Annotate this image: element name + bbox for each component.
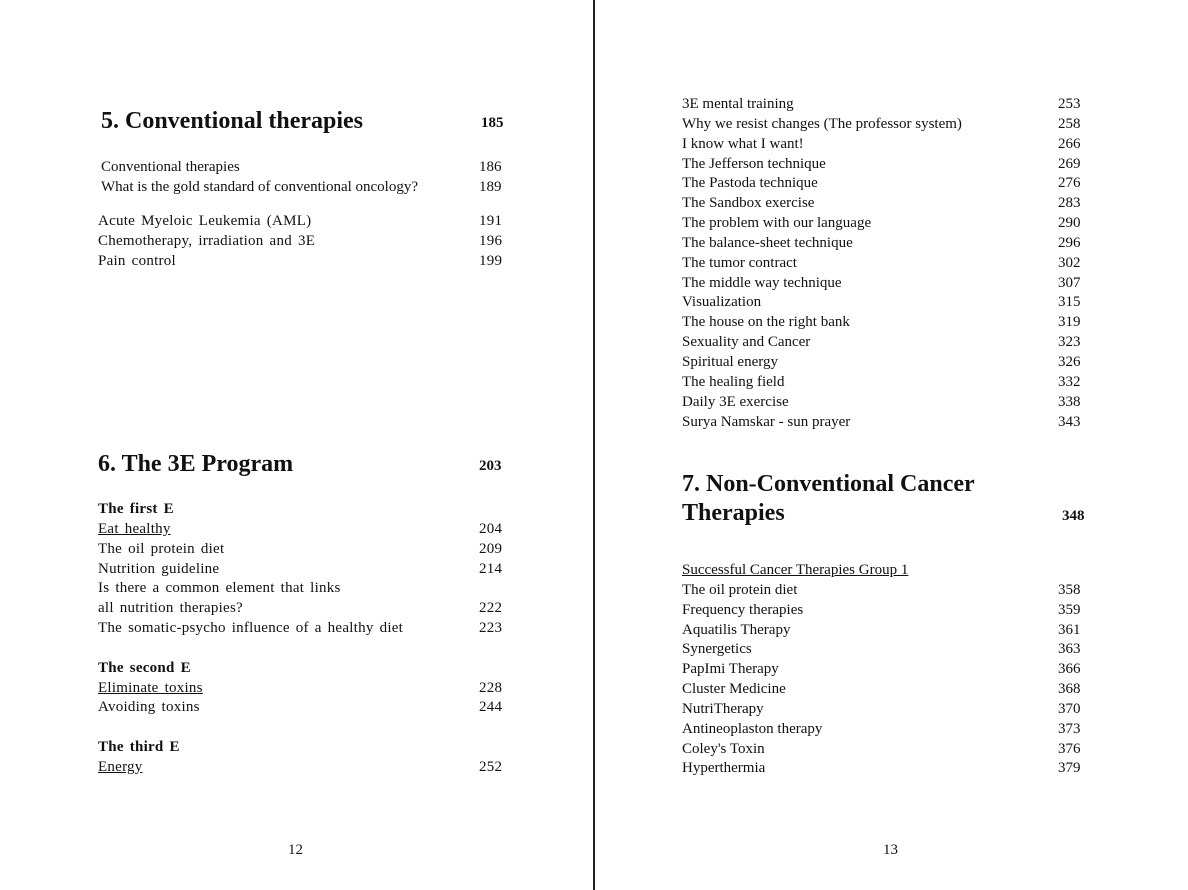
toc-entry-title: I know what I want! — [682, 135, 804, 152]
toc-entry-title: The healing field — [682, 373, 785, 390]
section-label-second-e: The second E — [98, 659, 191, 676]
toc-entry-page: 323 — [1058, 334, 1081, 351]
page-gutter-divider — [593, 0, 595, 890]
toc-entry-page: 338 — [1058, 393, 1081, 410]
toc-entry — [682, 135, 1102, 155]
toc-entry-title: Energy — [98, 758, 143, 775]
toc-entry-page: 196 — [479, 232, 503, 249]
toc-entry-page: 222 — [479, 600, 503, 617]
toc-entry — [98, 212, 508, 232]
toc-entry-page: 189 — [479, 178, 502, 195]
toc-entry — [98, 520, 508, 540]
spacer — [98, 718, 508, 738]
toc-entry-page: 214 — [479, 560, 503, 577]
toc-entry — [682, 333, 1102, 353]
toc-entry-page: 228 — [479, 679, 503, 696]
toc-entry-title: Avoiding toxins — [98, 699, 200, 716]
toc-entry-title: The Jefferson technique — [682, 155, 826, 172]
toc-entry-page: 307 — [1058, 274, 1081, 291]
toc-entry-page: 266 — [1058, 135, 1081, 152]
toc-entry — [98, 540, 508, 560]
toc-entry — [682, 660, 1102, 680]
toc-entry-page: 296 — [1058, 234, 1081, 251]
toc-entry-page: 283 — [1058, 195, 1081, 212]
chapter-5-page: 185 — [481, 115, 504, 131]
toc-entry-title: Aquatilis Therapy — [682, 621, 791, 638]
toc-entry-title: The oil protein diet — [682, 581, 798, 598]
toc-entry — [98, 579, 508, 599]
toc-entry — [682, 234, 1102, 254]
toc-entry — [98, 252, 508, 272]
toc-entry — [682, 601, 1102, 621]
toc-entry — [682, 274, 1102, 294]
toc-entry-page: 373 — [1058, 720, 1081, 737]
toc-entry-page: 359 — [1058, 601, 1081, 618]
toc-entry — [682, 720, 1102, 740]
toc-entry-title: The middle way technique — [682, 274, 842, 291]
toc-entry — [98, 599, 508, 619]
toc-entry — [98, 698, 508, 718]
chapter-5-title: 5. Conventional therapies — [101, 108, 364, 134]
toc-entry — [98, 619, 508, 639]
chapter-5-entries-b — [98, 212, 508, 272]
toc-entry — [682, 740, 1102, 760]
toc-entry-title: The Sandbox exercise — [682, 195, 815, 212]
toc-entry-page: 358 — [1058, 581, 1081, 598]
toc-entry-title: Eliminate toxins — [98, 679, 203, 696]
toc-entry — [682, 759, 1102, 779]
toc-entry-title: The Pastoda technique — [682, 175, 818, 192]
page-number-left: 12 — [288, 842, 303, 858]
toc-entry-page: 368 — [1058, 681, 1081, 698]
toc-entry-title: 3E mental training — [682, 96, 794, 112]
toc-entry-page: 276 — [1058, 175, 1081, 192]
group-label — [682, 561, 1102, 581]
toc-entry-title: NutriTherapy — [682, 700, 764, 717]
toc-entry-page: 379 — [1058, 760, 1081, 777]
toc-entry-title: Is there a common element that links — [98, 580, 341, 597]
toc-entry-title: all nutrition therapies? — [98, 600, 243, 617]
toc-entry-title: The house on the right bank — [682, 314, 850, 331]
toc-entry-title: Frequency therapies — [682, 601, 804, 618]
toc-entry-title: Pain control — [98, 252, 176, 269]
toc-entry — [682, 95, 1102, 115]
toc-entry-page: 361 — [1058, 621, 1081, 638]
toc-entry-title: Spiritual energy — [682, 353, 778, 370]
toc-entry-title: Sexuality and Cancer — [682, 334, 811, 351]
toc-entry — [98, 679, 508, 699]
toc-entry — [101, 158, 511, 178]
toc-entry-title: Daily 3E exercise — [682, 393, 789, 410]
toc-entry-title: Cluster Medicine — [682, 681, 786, 698]
toc-entry-title: Acute Myeloic Leukemia (AML) — [98, 213, 312, 229]
toc-entry — [682, 680, 1102, 700]
toc-entry-title: Nutrition guideline — [98, 560, 220, 577]
chapter-7-page: 348 — [1062, 508, 1085, 524]
toc-entry-page: 191 — [479, 213, 503, 229]
chapter-7-title-line-2: Therapies — [682, 500, 785, 526]
toc-entry-page: 343 — [1058, 413, 1081, 430]
toc-entry — [682, 353, 1102, 373]
toc-entry-page: 319 — [1058, 314, 1081, 331]
toc-entry — [98, 758, 508, 778]
toc-entry-page: 209 — [479, 540, 503, 557]
toc-entry — [682, 621, 1102, 641]
toc-entry — [682, 413, 1102, 433]
toc-entry-title: Conventional therapies — [101, 159, 240, 175]
toc-entry-title: PapImi Therapy — [682, 661, 779, 678]
toc-entry-page: 376 — [1058, 740, 1081, 757]
toc-entry-page: 370 — [1058, 700, 1081, 717]
toc-entry-page: 332 — [1058, 373, 1081, 390]
toc-entry-page: 252 — [479, 758, 503, 775]
toc-entry-page: 204 — [479, 520, 503, 537]
toc-entry — [682, 640, 1102, 660]
toc-entry-page: 302 — [1058, 254, 1081, 271]
toc-entry — [682, 373, 1102, 393]
toc-entry-title: The problem with our language — [682, 215, 872, 232]
toc-entry — [682, 214, 1102, 234]
toc-entry-title: The somatic-psycho influence of a healthy diet — [98, 620, 404, 637]
toc-entry — [682, 115, 1102, 135]
toc-entry-title: Synergetics — [682, 641, 752, 658]
toc-entry — [682, 174, 1102, 194]
toc-entry-page: 258 — [1058, 115, 1081, 132]
toc-entry — [98, 232, 508, 252]
toc-entry-page: 366 — [1058, 661, 1081, 678]
left-page — [0, 0, 593, 890]
section-label-third-e: The third E — [98, 739, 180, 756]
chapter-6-title: 6. The 3E Program — [98, 451, 294, 477]
chapter-7-title-line-1: 7. Non-Conventional Cancer — [682, 471, 975, 497]
toc-entry — [101, 178, 511, 198]
toc-entry — [682, 194, 1102, 214]
toc-entry-page: 290 — [1058, 215, 1081, 232]
toc-entry-title: Chemotherapy, irradiation and 3E — [98, 232, 316, 249]
spacer — [98, 639, 508, 659]
toc-entry-page: 269 — [1058, 155, 1081, 172]
toc-entry-title: The balance-sheet technique — [682, 234, 853, 251]
chapter-5-entries — [101, 158, 511, 198]
toc-entry — [682, 313, 1102, 333]
chapter-6-entries — [98, 500, 508, 778]
toc-entry-title: Surya Namskar - sun prayer — [682, 413, 851, 430]
right-page — [596, 0, 1188, 890]
toc-entry-title: Visualization — [682, 294, 762, 311]
toc-entry-title: Why we resist changes (The professor system) — [682, 115, 962, 132]
toc-entry-title: What is the gold standard of conventional oncology? — [101, 178, 418, 195]
section-label-first-e: The first E — [98, 501, 174, 517]
toc-entry-page: 253 — [1058, 96, 1081, 112]
toc-entry-page: 223 — [479, 620, 503, 637]
continued-entries — [682, 95, 1102, 432]
page-number-right: 13 — [883, 842, 898, 858]
toc-entry-page: 244 — [479, 699, 503, 716]
toc-entry-page: 186 — [479, 159, 502, 175]
toc-entry-page: 326 — [1058, 353, 1081, 370]
toc-entry-page: 199 — [479, 252, 503, 269]
toc-entry-page: 315 — [1058, 294, 1081, 311]
toc-entry-title: Antineoplaston therapy — [682, 720, 823, 737]
toc-entry-page: 363 — [1058, 641, 1081, 658]
toc-entry-title: Eat healthy — [98, 520, 171, 537]
chapter-7-entries — [682, 561, 1102, 779]
toc-entry — [682, 700, 1102, 720]
toc-entry — [98, 560, 508, 580]
toc-entry-title: The tumor contract — [682, 254, 797, 271]
toc-entry-title: The oil protein diet — [98, 540, 225, 557]
toc-entry — [682, 581, 1102, 601]
toc-entry-title: Hyperthermia — [682, 760, 766, 777]
toc-entry — [682, 155, 1102, 175]
chapter-6-page: 203 — [479, 458, 502, 474]
group-label-text: Successful Cancer Therapies Group 1 — [682, 562, 909, 578]
toc-entry-title: Coley's Toxin — [682, 740, 765, 757]
toc-entry — [682, 393, 1102, 413]
toc-entry — [682, 293, 1102, 313]
toc-entry — [682, 254, 1102, 274]
